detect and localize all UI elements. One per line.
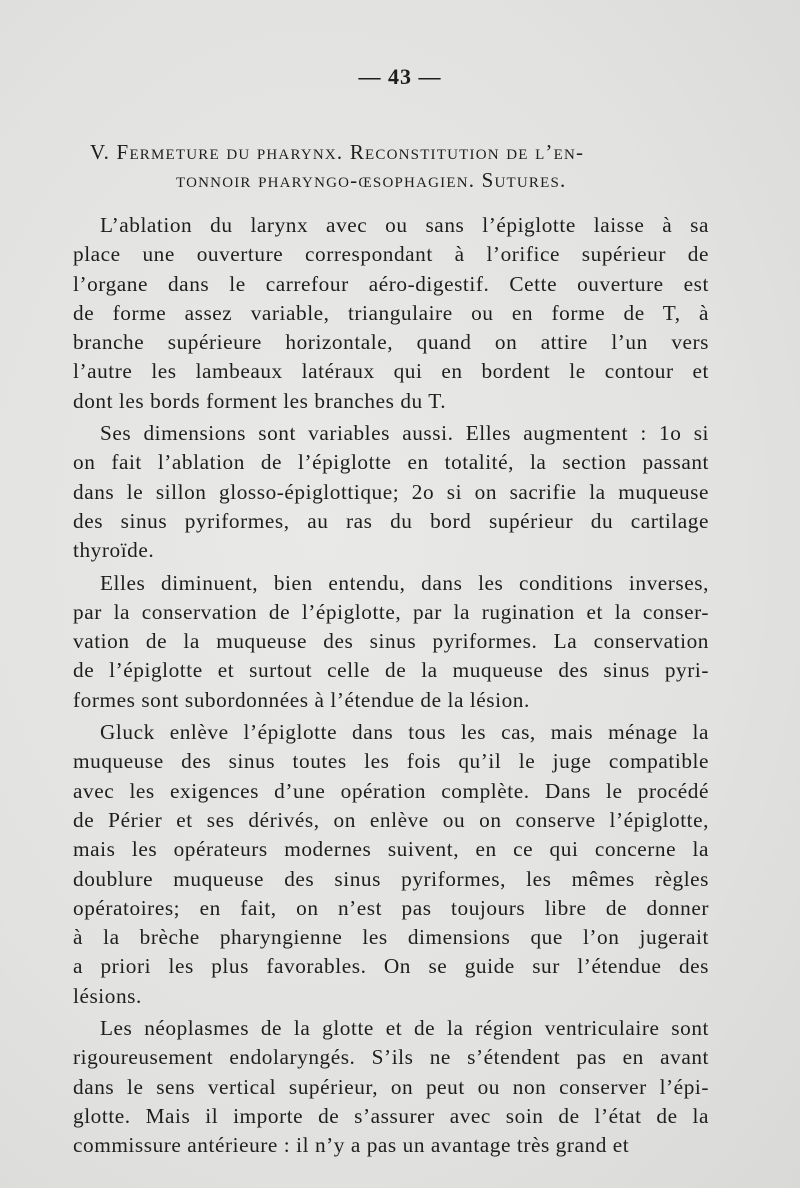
text-line: de l’épiglotte et surtout celle de la muqueuse des sinus pyri- (73, 658, 709, 683)
paragraph (73, 1014, 709, 1160)
text-line: lésions. (73, 983, 142, 1008)
text-line: l’autre les lambeaux latéraux qui en bordent le contour et (73, 359, 709, 384)
text-line: muqueuse des sinus toutes les fois qu’il le juge compatible (73, 749, 709, 774)
paragraph (73, 211, 709, 416)
text-line: des sinus pyriformes, au ras du bord supérieur du cartilage (73, 508, 709, 533)
text-line: à la brèche pharyngienne les dimensions que l’on jugerait (73, 925, 709, 950)
text-line: par la conservation de l’épiglotte, par la rugination et la conser- (73, 599, 709, 624)
body-text (73, 211, 709, 1161)
text-line: thyroïde. (73, 538, 155, 563)
text-line: formes sont subordonnées à l’étendue de la lésion. (73, 687, 530, 712)
text-line: on fait l’ablation de l’épiglotte en totalité, la section passant (73, 450, 709, 475)
heading-line-2: tonnoir pharyngo-œsophagien. Sutures. (176, 168, 567, 192)
section-heading (90, 138, 710, 194)
text-line: rigoureusement endolaryngés. S’ils ne s’étendent pas en avant (73, 1045, 709, 1070)
text-line: dont les bords forment les branches du T. (73, 388, 447, 413)
text-line: Elles diminuent, bien entendu, dans les conditions inverses, (100, 570, 709, 595)
text-line: de Périer et ses dérivés, on enlève ou on conserve l’épiglotte, (73, 807, 709, 832)
paragraph (73, 569, 709, 715)
text-line: l’organe dans le carrefour aéro-digestif. Cette ouverture est (73, 271, 709, 296)
text-line: dans le sillon glosso-épiglottique; 2o si on sacrifie la muqueuse (73, 479, 709, 504)
paragraph (73, 718, 709, 1011)
text-line: glotte. Mais il importe de s’assurer avec soin de l’état de la (73, 1103, 709, 1128)
text-line: mais les opérateurs modernes suivent, en ce qui concerne la (73, 837, 709, 862)
text-line: de forme assez variable, triangulaire ou en forme de T, à (73, 300, 709, 325)
text-line: Les néoplasmes de la glotte et de la région ventriculaire sont (100, 1016, 709, 1041)
text-line: vation de la muqueuse des sinus pyriformes. La conservation (73, 629, 709, 654)
text-line: a priori les plus favorables. On se guide sur l’étendue des (73, 954, 709, 979)
paragraph (73, 419, 709, 565)
text-line: place une ouverture correspondant à l’orifice supérieur de (73, 242, 709, 267)
text-line: opératoires; en fait, on n’est pas toujours libre de donner (73, 895, 709, 920)
text-line: commissure antérieure : il n’y a pas un avantage très grand et (73, 1133, 630, 1158)
text-line: L’ablation du larynx avec ou sans l’épiglotte laisse à sa (100, 213, 709, 237)
text-line: Gluck enlève l’épiglotte dans tous les cas, mais ménage la (100, 720, 709, 745)
heading-line-1: V. Fermeture du pharynx. Reconstitution de l’en- (90, 140, 585, 164)
text-line: avec les exigences d’une opération complète. Dans le procédé (73, 778, 709, 803)
text-line: doublure muqueuse des sinus pyriformes, les mêmes règles (73, 866, 709, 891)
page-number: — 43 — (358, 64, 442, 89)
text-line: Ses dimensions sont variables aussi. Elles augmentent : 1o si (100, 421, 709, 446)
text-line: branche supérieure horizontale, quand on attire l’un vers (73, 330, 709, 355)
text-line: dans le sens vertical supérieur, on peut ou non conserver l’épi- (73, 1074, 709, 1099)
